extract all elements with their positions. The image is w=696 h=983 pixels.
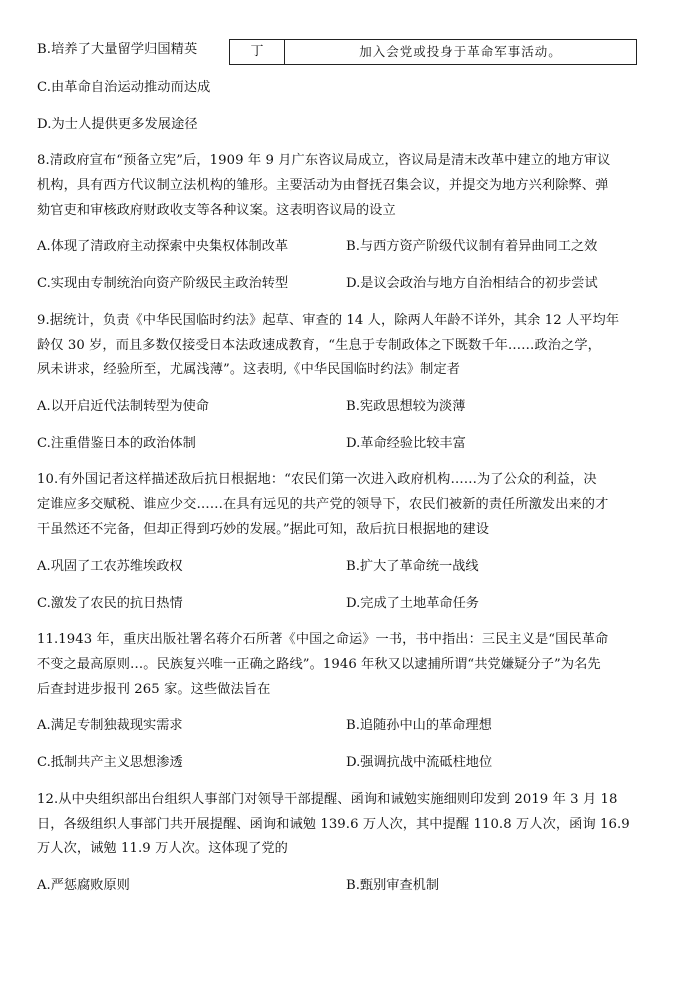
option-a: A.严惩腐败原则 xyxy=(37,878,130,893)
question-text-line: 11.1943 年，重庆出版社署名蒋介石所著《中国之命运》一书，书中指出：三民主义是“国民革命 xyxy=(37,632,609,647)
question-text-line: 日，各级组织人事部门共开展提醒、函询和诫勉 139.6 万人次，其中提醒 110.8 万人次，函询 16.9 xyxy=(37,817,630,832)
question-text-line: 劾官吏和审核政府财政收支等各种议案。这表明咨议局的设立 xyxy=(37,203,396,218)
question-text-line: 8.清政府宣布“预备立宪”后，1909 年 9 月广东咨议局成立，咨议局是清末改革中建立的地方审议 xyxy=(37,153,611,168)
option-d: D.是议会政治与地方自治相结合的初步尝试 xyxy=(346,276,598,291)
question-text-line: 万人次，诫勉 11.9 万人次。这体现了党的 xyxy=(37,841,288,856)
question-text-line: 机构，具有西方代议制立法机构的雏形。主要活动为由督抚召集会议，并提交为地方兴利除弊、弹 xyxy=(37,178,609,193)
option-c: C.注重借鉴日本的政治体制 xyxy=(37,436,196,451)
question-text-line: 10.有外国记者这样描述敌后抗日根据地：“农民们第一次进入政府机构……为了公众的利益，决 xyxy=(37,472,597,487)
question-text-line: 9.据统计，负责《中华民国临时约法》起草、审查的 14 人，除两人年龄不详外，其余 12 人平均年 xyxy=(37,313,620,328)
option-c-prev: C.由革命自治运动推动而达成 xyxy=(37,80,211,95)
option-b: B.追随孙中山的革命理想 xyxy=(346,718,492,733)
option-c: C.抵制共产主义思想渗透 xyxy=(37,755,183,770)
question-text-line: 干虽然还不完备，但却正得到巧妙的发展。”据此可知，敌后抗日根据地的建设 xyxy=(37,522,490,537)
option-d: D.完成了土地革命任务 xyxy=(346,596,479,611)
option-a: A.以开启近代法制转型为使命 xyxy=(37,399,209,414)
table-value-cell: 加入会党或投身于革命军事活动。 xyxy=(359,44,562,59)
option-d: D.革命经验比较丰富 xyxy=(346,436,466,451)
option-a: A.巩固了工农苏维埃政权 xyxy=(37,559,183,574)
option-a: A.满足专制独裁现实需求 xyxy=(37,718,183,733)
question-text-line: 夙未讲求，经验所至，尤属浅薄”。这表明,《中华民国临时约法》制定者 xyxy=(37,362,461,377)
question-text-line: 定谁应多交赋税、谁应少交……在具有远见的共产党的领导下，农民们被新的责任所激发出来的才 xyxy=(37,497,609,512)
answer-table xyxy=(229,39,637,65)
question-text-line: 后查封进步报刊 265 家。这些做法旨在 xyxy=(37,682,271,697)
option-d: D.强调抗战中流砥柱地位 xyxy=(346,755,493,770)
option-c: C.实现由专制统治向资产阶级民主政治转型 xyxy=(37,276,289,291)
option-c: C.激发了农民的抗日热情 xyxy=(37,596,183,611)
question-text-line: 龄仅 30 岁，而且多数仅接受日本法政速成教育，“生息于专制政体之下既数千年……政治之学， xyxy=(37,338,601,353)
option-b: B.与西方资产阶级代议制有着异曲同工之效 xyxy=(346,239,598,254)
table-key-cell: 丁 xyxy=(230,40,285,64)
option-b: B.宪政思想较为淡薄 xyxy=(346,399,466,414)
option-b-prev: B.培养了大量留学归国精英 xyxy=(37,42,198,57)
option-a: A.体现了清政府主动探索中央集权体制改革 xyxy=(37,239,289,254)
question-text-line: 不变之最高原则…。民族复兴唯一正确之路线”。1946 年秋又以逮捕所谓“共党嫌疑分子”为名先 xyxy=(37,657,601,672)
question-text-line: 12.从中央组织部出台组织人事部门对领导干部提醒、函询和诫勉实施细则印发到 2019 年 3 月 18 xyxy=(37,792,618,807)
option-b: B.甄别审查机制 xyxy=(346,878,440,893)
option-d-prev: D.为士人提供更多发展途径 xyxy=(37,117,198,132)
option-b: B.扩大了革命统一战线 xyxy=(346,559,479,574)
